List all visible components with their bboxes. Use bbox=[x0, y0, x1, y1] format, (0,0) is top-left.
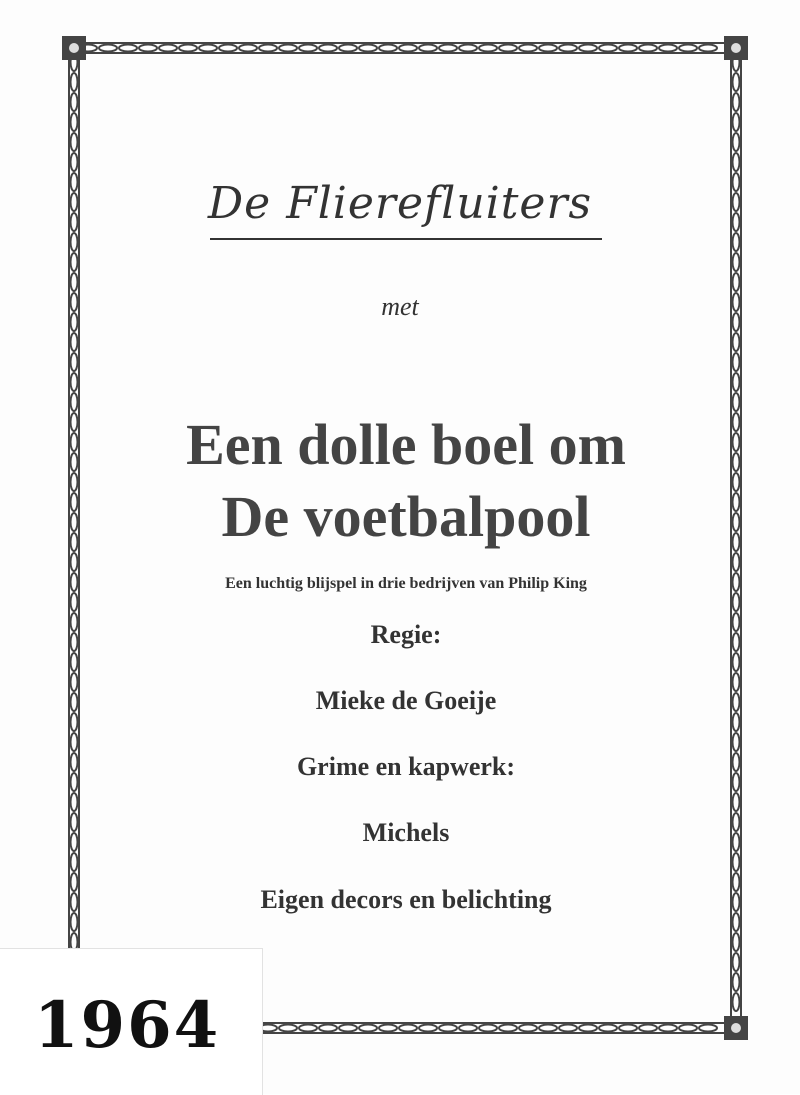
makeup-artist: Michels bbox=[362, 818, 450, 847]
group-name-underline bbox=[210, 238, 602, 240]
year-text: 1964 bbox=[34, 988, 221, 1063]
sets-lighting-credit: Eigen decors en belichting bbox=[260, 885, 552, 914]
play-title-line-2: De voetbalpool bbox=[221, 484, 591, 549]
makeup-label: Grime en kapwerk: bbox=[296, 752, 516, 781]
director-name: Mieke de Goeije bbox=[315, 686, 497, 715]
play-subtitle: Een luchtig blijspel in drie bedrijven van Philip King bbox=[225, 575, 587, 592]
play-title-line-1: Een dolle boel om bbox=[186, 412, 626, 477]
directing-label: Regie: bbox=[370, 620, 442, 649]
connector-text: met bbox=[381, 292, 419, 321]
group-name: De Flierefluiters bbox=[207, 178, 593, 229]
